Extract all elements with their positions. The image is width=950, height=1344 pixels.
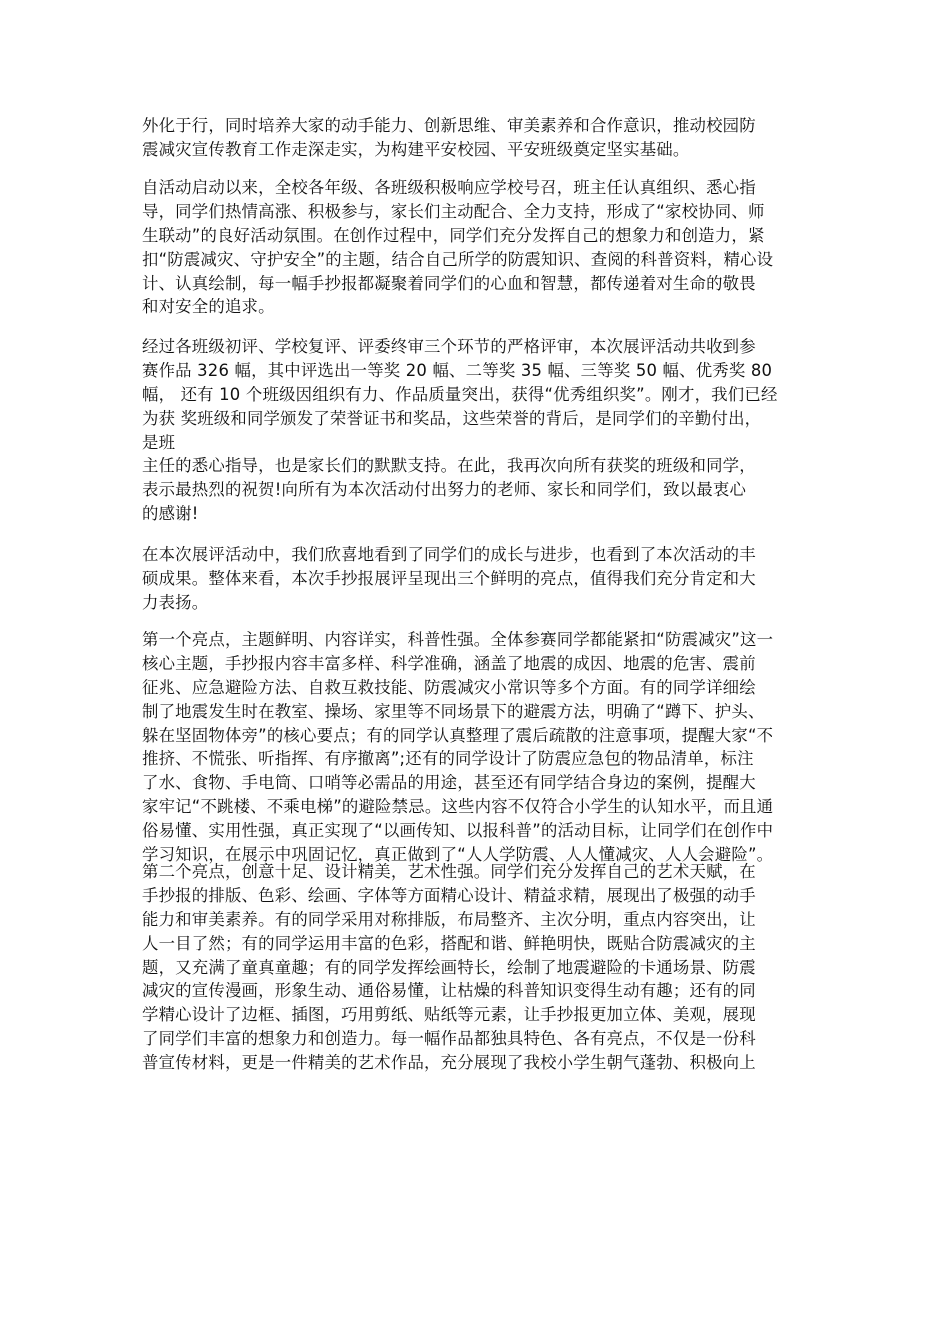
text-line: 幅， 还有 10 个班级因组织有力、作品质量突出，获得“优秀组织奖”。刚才，我们已经	[142, 384, 778, 404]
text-line: 在本次展评活动中，我们欣喜地看到了同学们的成长与进步，也看到了本次活动的丰	[142, 545, 756, 564]
text-line: 主任的悉心指导，也是家长们的默默支持。在此，我再次向所有获奖的班级和同学，	[142, 456, 756, 476]
text-line: 外化于行，同时培养大家的动手能力、创新思维、审美素养和合作意识，推动校园防	[142, 116, 756, 135]
text-line: 题，又充满了童真童趣；有的同学发挥绘画特长，绘制了地震避险的卡通场景、防震	[142, 957, 756, 977]
text-line: 导，同学们热情高涨、积极参与，家长们主动配合、全力支持，形成了“家校协同、师	[142, 201, 765, 221]
paragraph-highlight-two	[142, 860, 822, 1075]
text-line: 了水、食物、手电筒、口哨等必需品的用途，甚至还有同学结合身边的案例，提醒大	[142, 773, 756, 793]
text-line: 核心主题，手抄报内容丰富多样、科学准确，涵盖了地震的成因、地震的危害、震前	[142, 653, 756, 673]
text-line: 减灾的宣传漫画，形象生动、通俗易懂，让枯燥的科普知识变得生动有趣；还有的同	[142, 981, 756, 1001]
text-line: 征兆、应急避险方法、自救互救技能、防震减灾小常识等多个方面。有的同学详细绘	[142, 677, 756, 697]
paragraph-highlights-intro	[142, 543, 822, 615]
paragraph-closing-goal	[142, 114, 822, 162]
text-line: 是班	[142, 432, 176, 452]
text-line: 经过各班级初评、学校复评、评委终审三个环节的严格评审，本次展评活动共收到参	[142, 337, 756, 356]
text-line: 躲在坚固物体旁”的核心要点；有的同学认真整理了震后疏散的注意事项，提醒大家“不	[142, 725, 774, 745]
text-line: 自活动启动以来，全校各年级、各班级积极响应学校号召，班主任认真组织、悉心指	[142, 178, 756, 197]
text-line: 能力和审美素养。有的同学采用对称排版，布局整齐、主次分明，重点内容突出，让	[142, 909, 756, 929]
text-line: 表示最热烈的祝贺!向所有为本次活动付出努力的老师、家长和同学们，致以最衷心	[142, 480, 747, 500]
text-line: 为获 奖班级和同学颁发了荣誉证书和奖品，这些荣誉的背后，是同学们的辛勤付出，	[142, 408, 762, 428]
text-line: 硕成果。整体来看，本次手抄报展评呈现出三个鲜明的亮点，值得我们充分肯定和大	[142, 568, 756, 588]
text-line: 计、认真绘制，每一幅手抄报都凝聚着同学们的心血和智慧，都传递着对生命的敬畏	[142, 273, 756, 293]
paragraph-highlight-one	[142, 628, 822, 867]
text-line: 震减灾宣传教育工作走深走实，为构建平安校园、平安班级奠定坚实基础。	[142, 139, 690, 159]
text-line: 学习知识，在展示中巩固记忆，真正做到了“人人学防震、人人懂减灾、人人会避险”。	[142, 845, 774, 865]
text-line: 手抄报的排版、色彩、绘画、字体等方面精心设计、精益求精，展现出了极强的动手	[142, 885, 756, 905]
text-line: 家牢记“不跳楼、不乘电梯”的避险禁忌。这些内容不仅符合小学生的认知水平，而且通	[142, 797, 774, 817]
text-line: 人一目了然；有的同学运用丰富的色彩，搭配和谐、鲜艳明快，既贴合防震减灾的主	[142, 933, 756, 953]
text-line: 生联动”的良好活动氛围。在创作过程中，同学们充分发挥自己的想象力和创造力，紧	[142, 225, 765, 245]
text-line: 力表扬。	[142, 592, 209, 612]
text-line: 扣“防震减灾、守护安全”的主题，结合自己所学的防震知识、查阅的科普资料，精心设	[142, 249, 774, 269]
text-line: 普宣传材料，更是一件精美的艺术作品，充分展现了我校小学生朝气蓬勃、积极向上	[142, 1053, 756, 1073]
paragraph-award-results	[142, 335, 822, 526]
text-line: 第二个亮点，创意十足、设计精美，艺术性强。同学们充分发挥自己的艺术天赋，在	[142, 862, 756, 881]
text-line: 推挤、不慌张、听指挥、有序撤离”;还有的同学设计了防震应急包的物品清单，标注	[142, 749, 754, 769]
paragraph-activity-launch	[142, 176, 822, 319]
text-line: 学精心设计了边框、插图，巧用剪纸、贴纸等元素，让手抄报更加立体、美观，展现	[142, 1005, 756, 1025]
text-line: 制了地震发生时在教室、操场、家里等不同场景下的避震方法，明确了“蹲下、护头、	[142, 701, 765, 721]
text-line: 俗易懂、实用性强，真正实现了“以画传知、以报科普”的活动目标，让同学们在创作中	[142, 821, 774, 841]
text-line: 的感谢!	[142, 504, 199, 524]
text-line: 了同学们丰富的想象力和创造力。每一幅作品都独具特色、各有亮点，不仅是一份科	[142, 1029, 756, 1049]
text-line: 和对安全的追求。	[142, 297, 275, 317]
text-line: 赛作品 326 幅，其中评选出一等奖 20 幅、二等奖 35 幅、三等奖 50 幅、优秀奖 80	[142, 360, 773, 380]
text-line: 第一个亮点，主题鲜明、内容详实，科普性强。全体参赛同学都能紧扣“防震减灾”这一	[142, 630, 774, 649]
